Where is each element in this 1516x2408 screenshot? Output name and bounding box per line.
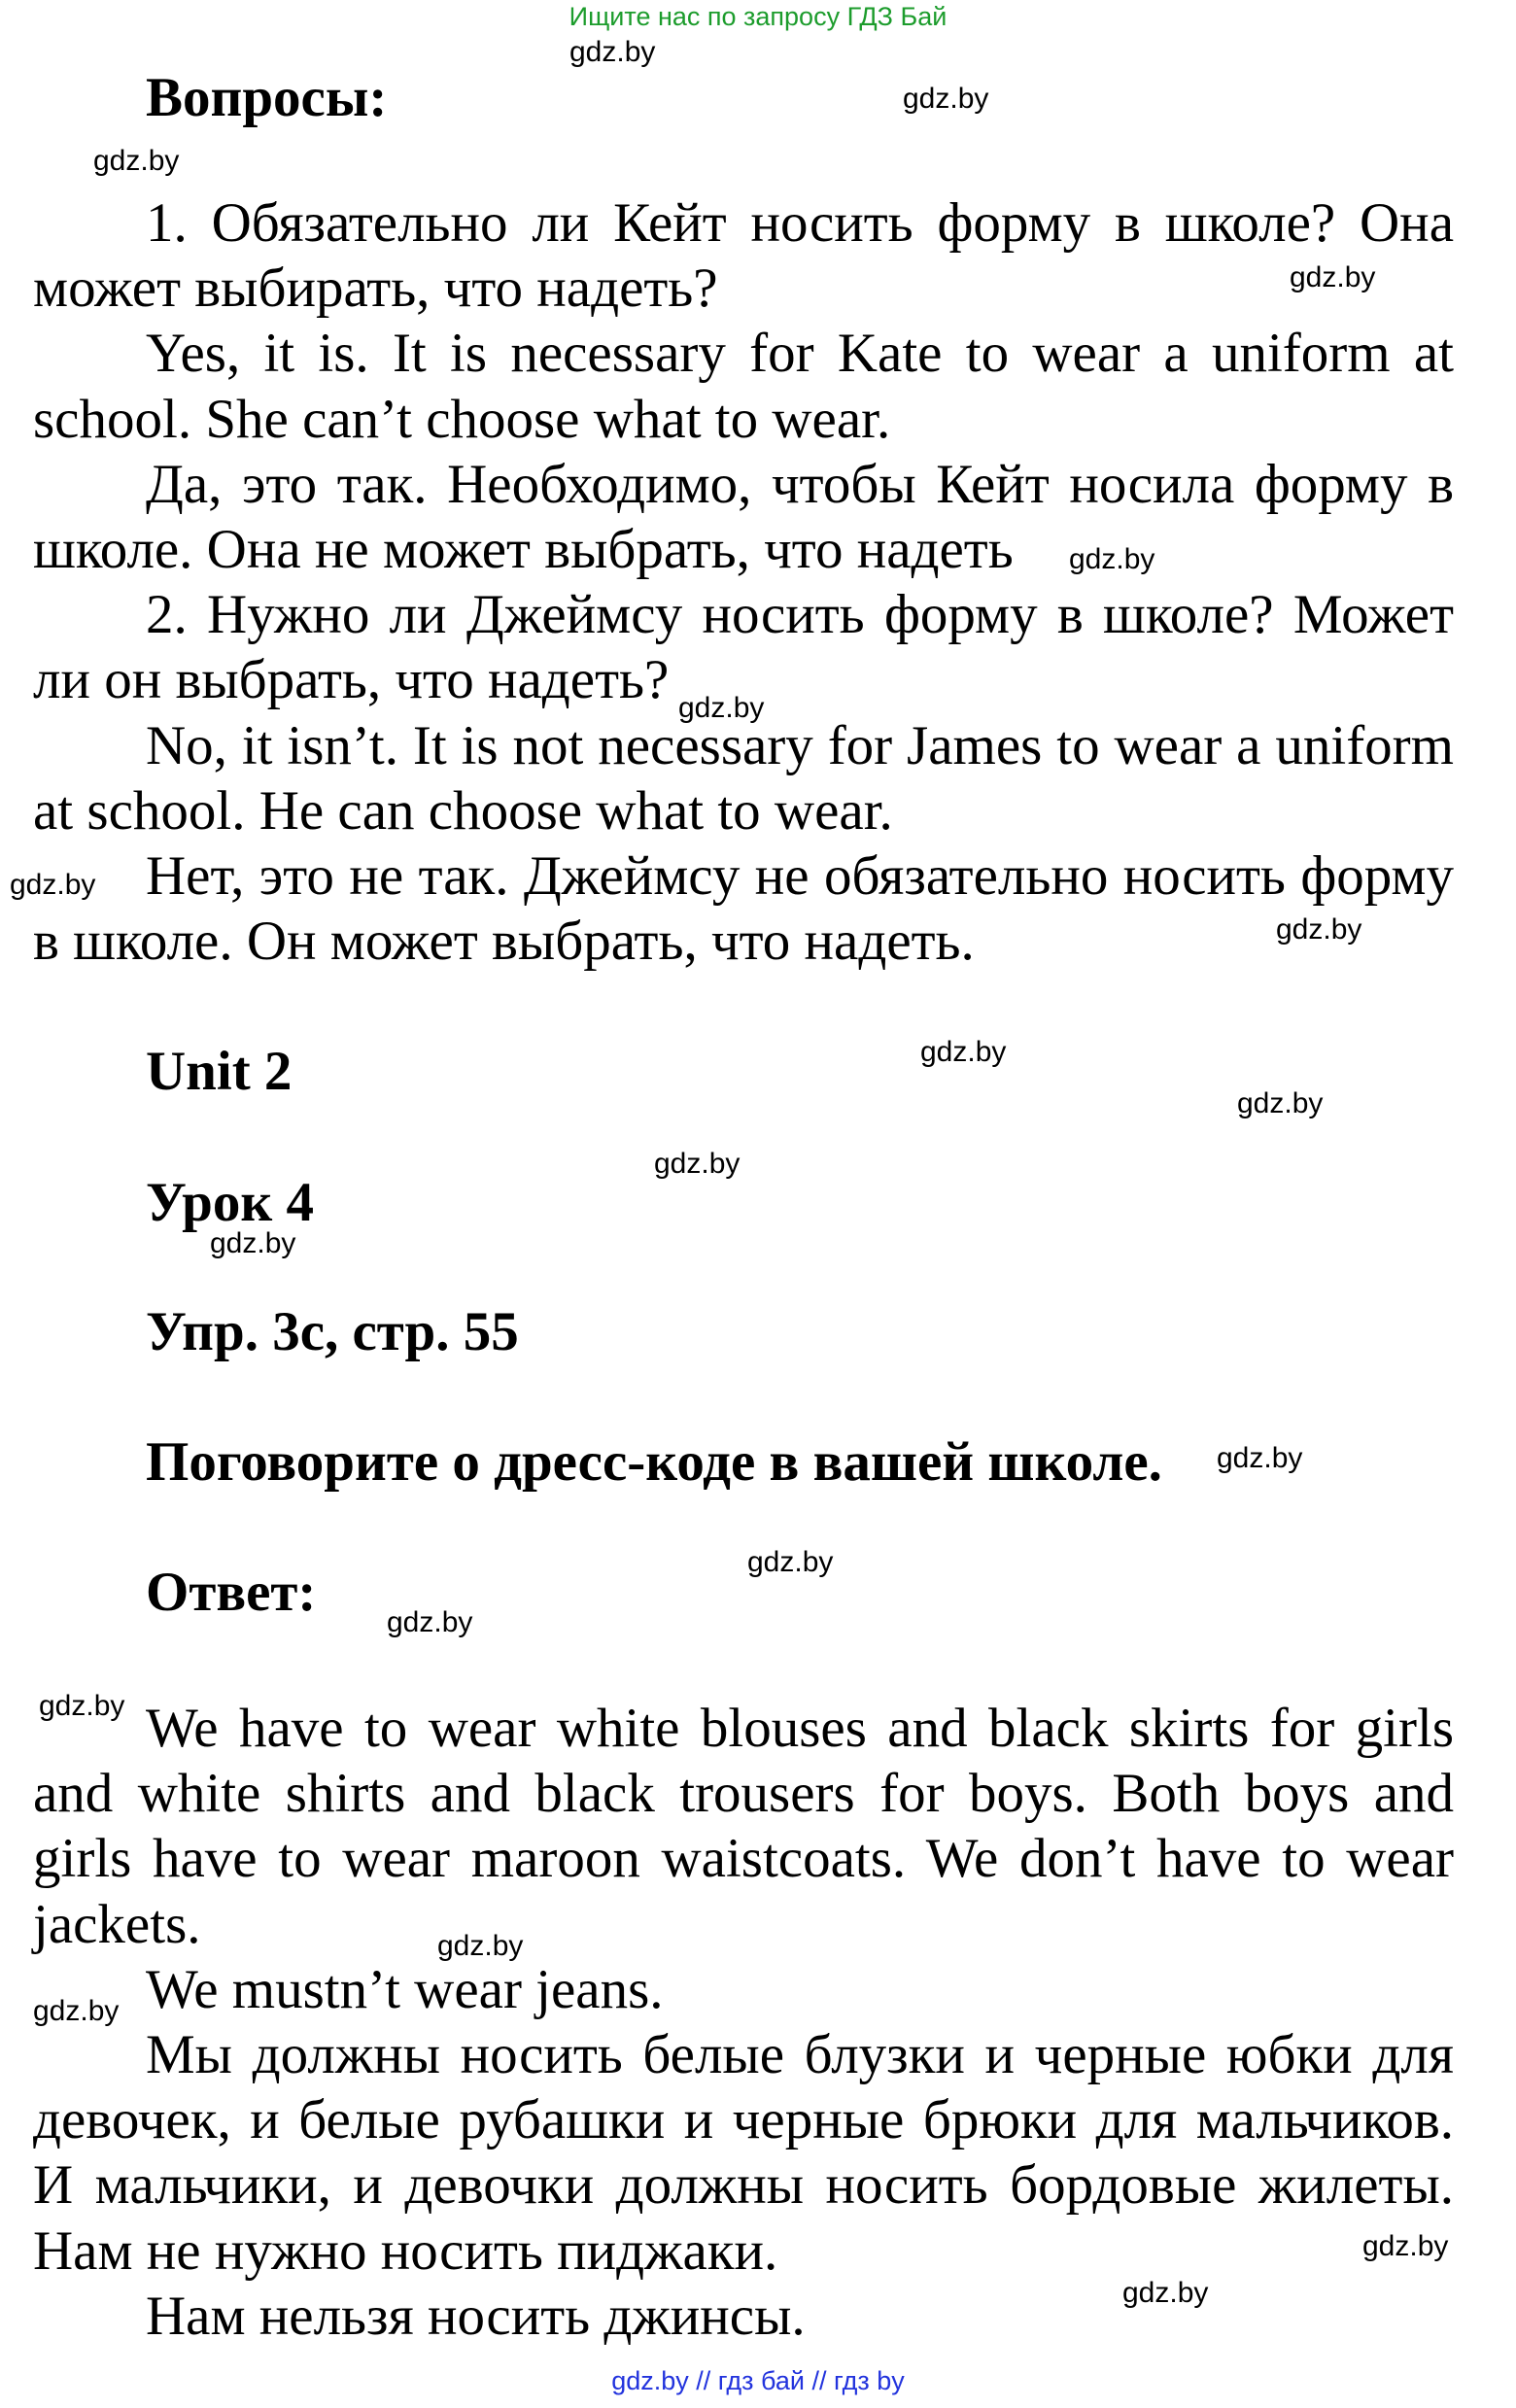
exercise-heading: Упр. 3с, стр. 55 [146,1301,519,1362]
watermark: gdz.by [387,1606,473,1638]
answer-2-en: No, it isn’t. It is not necessary for James to wear a uniform at school. He can choose what to wear. [33,714,1454,842]
question-1: 1. Обязательно ли Кейт носить форму в школе? Она может выбирать, что надеть? [33,192,1454,320]
watermark: gdz.by [10,869,96,901]
watermark: gdz.by [93,145,180,177]
watermark: gdz.by [210,1227,296,1259]
watermark: gdz.by [678,692,765,724]
answer-en-jeans: We mustn’t wear jeans. [146,1958,664,2020]
watermark: gdz.by [33,1995,120,2027]
task-heading: Поговорите о дресс-коде в вашей школе. [146,1431,1162,1493]
watermark: gdz.by [1069,543,1155,575]
answer-heading: Ответ: [146,1562,317,1623]
answer-ru-paragraph: Мы должны носить белые блузки и черные юбки для девочек, и белые рубашки и черные брюки для мальчиков. И мальчики, и девочки должны носить бордовые жилеты. Нам не нужно носить пиджаки. [33,2024,1454,2282]
watermark: gdz.by [1362,2230,1449,2262]
watermark: gdz.by [920,1036,1007,1068]
lesson-heading: Урок 4 [146,1172,314,1233]
watermark: gdz.by [747,1546,834,1578]
answer-en-paragraph: We have to wear white blouses and black skirts for girls and white shirts and black trousers for boys. Both boys and girls have to wear maroon waistcoats. We don’t have to wear jackets. [33,1698,1454,1955]
watermark: gdz.by [1276,913,1362,946]
questions-heading: Вопросы: [146,67,388,128]
site-footer: gdz.by // гдз бай // гдз by [611,2366,905,2395]
watermark: gdz.by [569,36,656,68]
unit-heading: Unit 2 [146,1041,293,1102]
watermark: gdz.by [1122,2277,1209,2309]
questions-block [33,190,1454,974]
answer-ru-jeans: Нам нельзя носить джинсы. [146,2285,806,2347]
watermark: gdz.by [39,1690,125,1722]
watermark: gdz.by [1237,1087,1324,1119]
answer-1-ru: Да, это так. Необходимо, чтобы Кейт носила форму в школе. Она не может выбрать, что надеть [33,453,1454,581]
answer-block [33,1696,1454,2349]
watermark: gdz.by [1217,1442,1303,1474]
watermark: gdz.by [903,83,989,115]
watermark: gdz.by [437,1930,524,1962]
answer-1-en: Yes, it is. It is necessary for Kate to wear a uniform at school. She can’t choose what to wear. [33,323,1454,450]
site-banner: Ищите нас по запросу ГДЗ Бай [568,2,948,31]
watermark: gdz.by [654,1148,741,1180]
question-2: 2. Нужно ли Джеймсу носить форму в школе? Может ли он выбрать, что надеть? [33,584,1454,711]
watermark: gdz.by [1290,261,1376,293]
answer-2-ru: Нет, это не так. Джеймсу не обязательно носить форму в школе. Он может выбрать, что надеть. [33,845,1454,973]
